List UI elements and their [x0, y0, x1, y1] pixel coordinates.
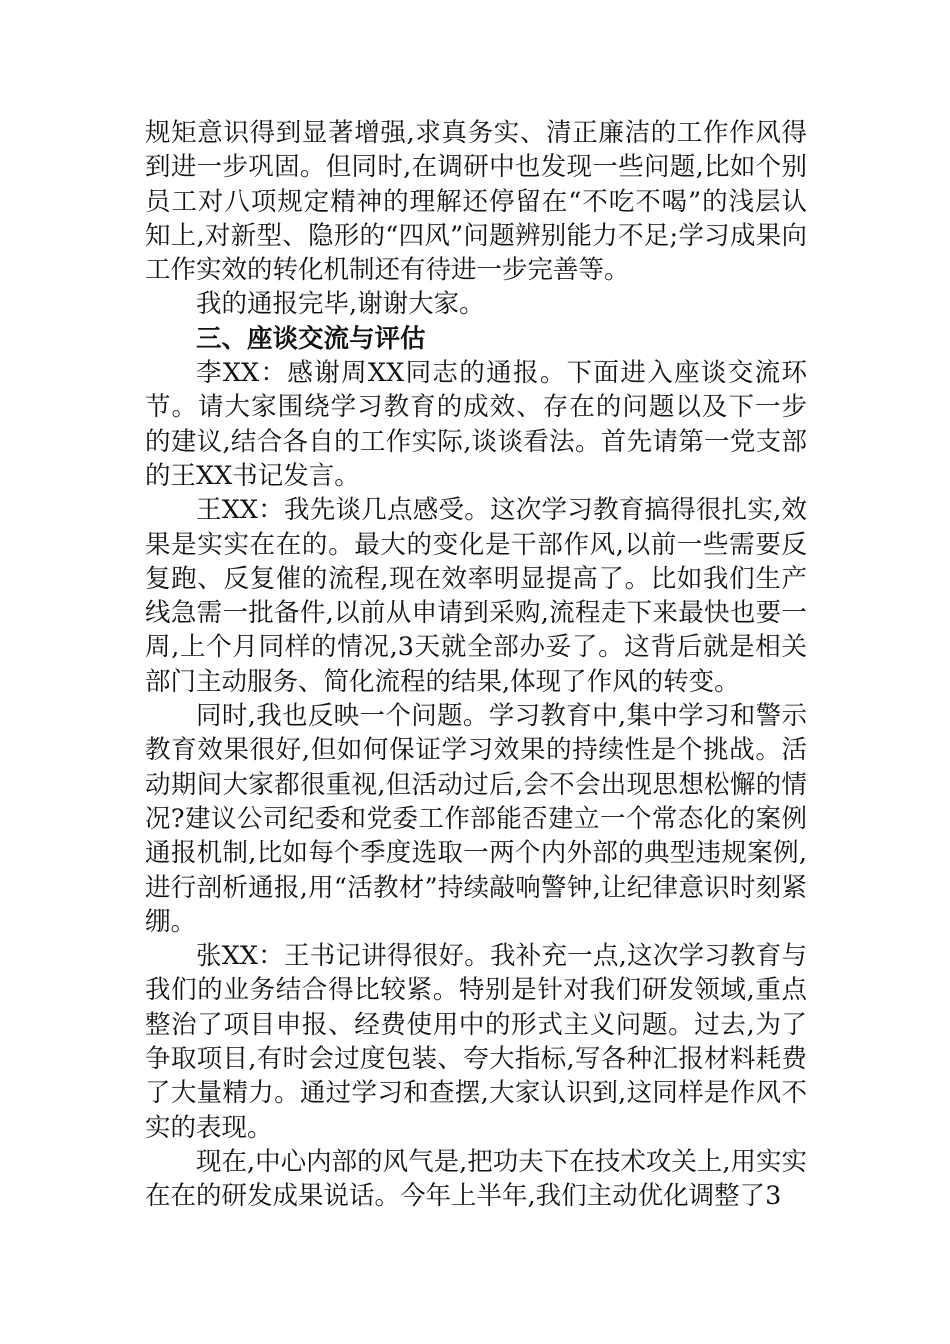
- paragraph-li-remarks: 李XX：感谢周XX同志的通报。下面进入座谈交流环节。请大家围绕学习教育的成效、存在的问题以及下一步的建议,结合各自的工作实际,谈谈看法。首先请第一党支部的王XX书记发言。: [145, 358, 807, 491]
- paragraph-closing-remark: 我的通报完毕,谢谢大家。: [196, 289, 485, 320]
- paragraph-zhang-remarks: 张XX：王书记讲得很好。我补充一点,这次学习教育与我们的业务结合得比较紧。特别是针对我们研发领域,重点整治了项目申报、经费使用中的形式主义问题。过去,为了争取项目,有时会过度包装、夸大指标,写各种汇报材料耗费了大量精力。通过学习和查摆,大家认识到,这同样是作风不实的表现。: [145, 941, 807, 1143]
- paragraph-wang-suggestion: 同时,我也反映一个问题。学习教育中,集中学习和警示教育效果很好,但如何保证学习效果的持续性是个挑战。活动期间大家都很重视,但活动过后,会不会出现思想松懈的情况?建议公司纪委和党委工作部能否建立一个常态化的案例通报机制,比如每个季度选取一两个内外部的典型违规案例,进行剖析通报,用“活教材”持续敲响警钟,让纪律意识时刻紧绷。: [145, 701, 807, 937]
- section-heading-discussion: 三、座谈交流与评估: [196, 323, 426, 354]
- paragraph-continuation: 规矩意识得到显著增强,求真务实、清正廉洁的工作作风得到进一步巩固。但同时,在调研中也发现一些问题,比如个别员工对八项规定精神的理解还停留在“不吃不喝”的浅层认知上,对新型、隐形的“四风”问题辨别能力不足;学习成果向工作实效的转化机制还有待进一步完善等。: [145, 118, 807, 286]
- paragraph-center-atmosphere: 现在,中心内部的风气是,把功夫下在技术攻关上,用实实在在的研发成果说话。今年上半年,我们主动优化调整了3: [145, 1146, 807, 1212]
- document-page: [145, 116, 807, 1214]
- paragraph-wang-remarks: 王XX：我先谈几点感受。这次学习教育搞得很扎实,效果是实实在在的。最大的变化是干部作风,以前一些需要反复跑、反复催的流程,现在效率明显提高了。比如我们生产线急需一批备件,以前从申请到采购,流程走下来最快也要一周,上个月同样的情况,3天就全部办妥了。这背后就是相关部门主动服务、简化流程的结果,体现了作风的转变。: [145, 495, 807, 697]
